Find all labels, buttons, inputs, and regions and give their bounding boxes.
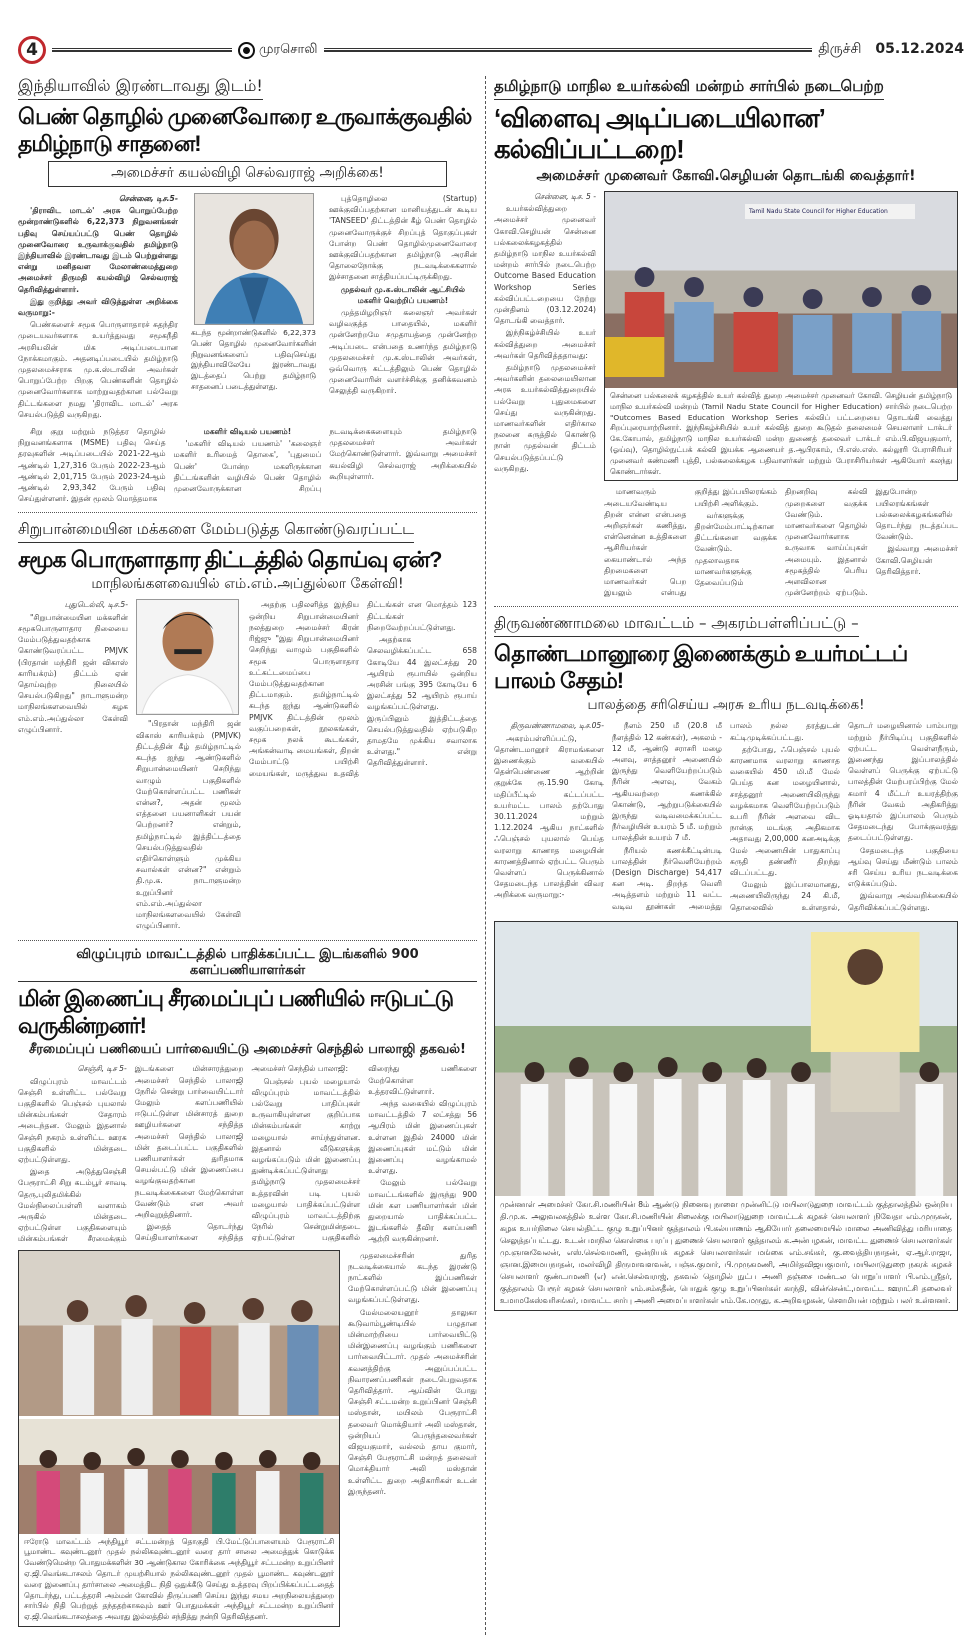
paragraph: "சிறுபான்மையின மக்களின் சமூகபொருளாதார நிலையை மேம்படுத்துவதற்காக கொண்டுவரப்பட்ட PMJVK (பிரதான் மந்திரி ஜன் விகாஸ் காரியக்ரம்) திட்டம் ஏன் தொய்வுற்ற நிலையில் செயல்படுகிறது" நாடாளுமன்ற மாநிலங்களவையில் கழக எம்.எம்.அப்துல்லா கேள்வி எழுப்பினார். xyxy=(18,612,128,734)
people-photo-icon xyxy=(19,1251,339,1416)
section-heading: முதல்வர் மு.க.ஸ்டாலின் ஆட்சியில் மகளிர் வெற்றிப் பயணம்! xyxy=(340,284,466,305)
kicker: தமிழ்நாடு மாநில உயர்கல்வி மன்றம் சார்பில் நடைபெற்ற xyxy=(494,77,884,100)
paragraph: மேலும் பல்வேறு மாவட்டங்களில் இருந்து 900 மின் கள பணியாளர்கள் மின் துறையால் பாதிக்கப்பட்ட இடங்களில் தீவிர களப்பணி ஆற்றி வருகின்றனர். xyxy=(368,1178,477,1244)
photo-caption: கடந்த மூன்றாண்டுகளில் 6,22,373 பெண் தொழில் முனைவோர்களின் நிறுவனங்களைப் பதிவுசெய்து இந்தியாவிலேயே இரண்டாவது இடத்தைப் பெற்று தமிழ்நாடு சாதனைப் படைத்துள்ளது. xyxy=(191,328,316,391)
subhead: மாநிலங்களவையில் எம்.எம்.அப்துல்லா கேள்வி! xyxy=(91,576,404,593)
article-body xyxy=(18,426,477,504)
paragraph: இந்நிகழ்ச்சியில் உயர் கல்வித்துறை அமைச்சர் அவர்கள் தெரிவித்ததாவது: xyxy=(494,328,596,360)
paragraph: இதைத் தொடர்ந்து செய்தியாளர்களை சந்தித்த அமைச்சர் செந்தில் பாலாஜி: xyxy=(134,1064,349,1243)
photo-caption: முன்னாள் அமைச்சர் கோ.சி.மணியின் 8ம் ஆண்டு நினைவு நாளை முன்னிட்டு மயிலாடுதுறை மாவட்டம் குத்தாலத்தில் ஒன்றிய தி.மு.க. அலுவலகத்தில் உள்ள கோ.சி.மணியின் சிலைக்கு மயிலாடுதுறை மாவட்டக் கழகச் செயலாளர் நிவேதா எம்.முருகன், கழக உயர்நிலை செயல்திட்ட குழு உறுப்பினர் குத்தாலம் பி.கல்யாணம் ஆகியோர் தலைமையில் மாலை அணிவித்து மரியாதை செலுத்தப்பட்டது. உடன் மாநில கொள்கை பரப்பு துணைச் செயலாளர் குத்தாலம் க.அன்பழகன், மாவட்ட துணைச் செயலாளர்கள் மு.ஞானவேலன், எஸ்.செல்வமணி, ஒன்றியக் கழகச் செயலாளர்கள் மங்கை எம்.சங்கர், கு.வைத்தியநாதன், ஏ.ஆர்.ராஜா, ஞான.இமையநாதன், மலர்விழி திருமாவளவன், பஞ்சு.குமார், பி.முருகமணி, அமிர்தவிஜயகுமார், மயிலாடுதுறை நகரக் கழகச் செயலாளர் குண்டாமணி (எ) என்.செல்வராஜ், தகவல் தொழில் நுட்ப அணி தஞ்சை மண்டல பொறுப்பாளர் பி.எம்.ஸ்ரீதர், குத்தாலம் பேரூர் கழகச் செயலாளர் எம்.சம்சுதீன், பொதுக் குழு உறுப்பினர்கள் காந்தி, வின்சென்ட்,மாவட்ட ஊராட்சி தலைவர் உமாமகேஸ்வரிசங்கர், மாவட்ட சார்பு அணி அமைப்பாளர்கள் எம்.கே.மருது, க.அறிவழகன், சௌமியன் மற்றும் பலர் உள்ளனர். xyxy=(500,1199,952,1305)
public-meeting-photo xyxy=(19,1251,339,1416)
people-photo-icon xyxy=(19,1419,339,1534)
header-rule xyxy=(324,48,813,52)
section-heading: மகளிர் விடியல் பயணம்! xyxy=(203,427,292,437)
people-photo-icon xyxy=(605,207,957,377)
person-photo-icon xyxy=(137,600,238,714)
headline: சமூக பொருளாதார திட்டத்தில் தொய்வு ஏன்? xyxy=(18,547,442,573)
article-body xyxy=(136,718,241,931)
subhead: சீரமைப்புப் பணியைப் பார்வையிட்டு அமைச்சர் செந்தில் பாலாஜி தகவல்! xyxy=(29,1042,466,1058)
subhead: அமைச்சர் முனைவர் கோவி.செழியன் தொடங்கி வைத்தார்! xyxy=(536,168,916,184)
paragraph: மேலும் இப்பாலமானது, அணையிலிருந்து 24 கி.மீ, தொலைவில் உள்ளதால், தொடர் மழையினால் பாம்பாறு மற்றும் நீர்பிடிப்பு பகுதிகளில் ஏற்பட்ட வெள்ளநீரும், இணைந்து இப்பாலத்தில் வெள்ளப் பெருக்கு ஏற்பட்டு பாலத்தின் மேற்பரப்பிற்கு மேல் சுமார் 4 மீட்டர் உயரத்திற்கு நீரின் வேகம் அதிகரித்து ஓடியதால் இப்பாலம் பெரும் சேதமடைந்து போக்குவரத்து தடைப்பட்டுள்ளது. xyxy=(730,721,958,912)
masthead-logo xyxy=(238,42,318,59)
article-body xyxy=(348,1250,477,1498)
paragraph: விழுப்புரம் மாவட்டம் செஞ்சி உள்ளிட்ட பல்வேறு பகுதிகளில் பெஞ்சல் புயலால் மின்கம்பங்கள் சேதாரம் அடைந்தன. மேலும் இதனால் செஞ்சி நகரம் உள்ளிட்ட ஊரக பகுதிகளில் மின்தடை ஏற்பட்டுள்ளது. xyxy=(18,1076,127,1164)
paragraph: சேதமடைந்த பகுதியை ஆய்வு செய்து மீண்டும் பாலம் சரி செய்ய உரிய நடவடிக்கை எடுக்கப்படும். xyxy=(848,845,958,889)
paragraph: மாணவரும் அடையவேண்டிய திறன் என்ன என்பதை அறிஞர்கள் கணித்து, என்னென்ன உத்திகளை ஆசிரியர்கள் கையாண்டால் அந்த திறமைகளை மாணவர்கள் பெற இயலும் என்பது குறித்து இப்பயிலரங்கம் பயிற்சி அளிக்கும். xyxy=(604,487,777,598)
paragraph: முதலமைச்சரின் துரித நடவடிக்கையால் கடந்த இரண்டு நாட்களில் இப்பணிகள் மேற்கொள்ளப்பட்டு மின் இணைப்பு வழங்கப்பட்டுள்ளது. xyxy=(348,1250,477,1305)
paragraph: இவ்வாறு அமைச்சர் கோவி.செழியன் தெரிவித்தார். xyxy=(875,544,958,576)
minister-portrait-photo xyxy=(194,193,314,325)
paragraph: அகரம்பள்ளிப்பட்டு, தொண்டமானூர் கிராமங்களை இணைக்கும் வகையில் தென்பெண்ணை ஆற்றின் குறுக்கே ரூ.15.90 கோடி மதிப்பீட்டில் கட்டப்பட்ட உயர்மட்ட பாலம் தற்போது 30.11.2024 மற்றும் 1.12.2024 ஆகிய நாட்களில் ஃபெஞ்சல் புயலால் பெய்த வரலாறு காணாத மழையின் காரணத்தினால் ஏற்பட்ட பெரும் வெள்ளப் பெருக்கினால் சேதமடைந்த பாலத்தின் விவர அறிக்கை வருமாறு:- xyxy=(494,733,604,900)
person-photo-icon xyxy=(195,194,313,324)
article-row xyxy=(18,1250,477,1627)
photo-caption: ஈரோடு மாவட்டம் அந்தியூர் சட்டமன்றத் தொகுதி பி.மேட்டுப்பாளையம் பேரூராட்சி பூமாண்ட கவுண்டனூர் முதல் நல்லிகவுண்டனூர் வரை தார் சாலை அமைத்துக் கொடுக்க வேண்டுமென்ற பொதுமக்களின் 30 ஆண்டுகால கோரிக்கை அந்தியூர் சட்டமன்ற உறுப்பினர் ஏ.ஜி.வெங்கடாசலம் தொடர் முயற்சியால் நல்லிகவுண்டனூர் முதல் பூமாண்ட கவுண்டனூர் வரை இணைப்பு தார்சாலை அமைத்திட நிதி ஒதுக்கீடு செய்து உத்தரவு பிறப்பிக்கப்பட்டதைத் தொடர்ந்து, பட்டத்தரசி அம்மன் கோவில் திருப்பணி செய்ய இந்து சமய அறநிலையத்துறை சார்பில் நிதி பெற்றுத் தந்ததற்காகவும் ஊர் பொதுமக்கள் அந்தியூர் சட்டமன்ற உறுப்பினர் ஏ.ஜி.வெங்கடாசலத்தை அவரது இல்லத்தில் சந்தித்து நன்றி தெரிவித்தனர். xyxy=(24,1536,334,1622)
paragraph: சிறு குறு மற்றும் நடுத்தர தொழில் நிறுவனங்களாக (MSME) பதிவு செய்த தரவுகளின் அடிப்படையில் 2021-22ஆம் ஆண்டில் 1,27,316 பேரும் 2022-23ஆம் ஆண்டில் 2,01,715 பேரும் 2023-24ஆம் ஆண்டில் 2,93,342 பேரும் பதிவு செய்துள்ளனர். இதன் மூலம் மொத்தமாக xyxy=(18,427,166,504)
paragraph: நீரியல் கணக்கீட்டின்படி பாலத்தின் நீர்வெளியேற்றம் (Design Discharge) 54,417 கன அடி. திறந்த வெளி அடித்தளம் மற்றும் 11 வட்ட வடிவ தூண்கள் அமைத்து பாலம் நல்ல தரத்துடன் கட்டிமுடிக்கப்பட்டது. xyxy=(612,721,840,911)
masthead xyxy=(0,0,972,70)
paragraph: இதை அடுத்துசெஞ்சி பேரூராட்சி சிறு கடம்பூர் சாவடி தெரு,புலிதமிக்கில் மேல்நிலைப்பள்ளி வளாகம் அருகில் மின்தடை ஏற்பட்டுள்ள பகுதிகளையும் மின்கம்பங்கள் சீரமைக்கும் இடங்களை மின்சாரத்துறை அமைச்சர் செந்தில் பாலாஜி நேரில் சென்று பார்வையிட்டார் மேலும் களப்பணியில் ஈடுபட்டுள்ள மின்சாரத் துறை ஊழியர்களை சந்தித்த அமைச்சர் செந்தில் பாலாஜி மின் தடைப்பட்ட பகுதிகளில் பணியாளர்கள் துரிதமாக செயல்பட்டு மின் இணைப்பை வழங்குவதற்கான நடவடிக்கைகளை மேற்கொள்ள வேண்டும் என அவர் அறிவுறுத்தினார். xyxy=(18,1064,244,1244)
edition-date xyxy=(818,41,964,59)
article-education-workshop xyxy=(494,76,958,598)
edition: திருச்சி xyxy=(818,41,862,57)
paragraph: தமிழ்நாடு முதலமைச்சர் அவர்களின் தலைமையிலான அரசு உயர்கல்வித்துறையில் பல்வேறு புதுமைகளை செய்து வருகின்றது. மாணவர்களின் எதிர்கால நலனை கருத்தில் கொண்டு நான் முதல்வன் திட்டம் செயல்படுத்தப்பட்டு வருகிறது. xyxy=(494,363,596,473)
paragraph: பெண்களைச் சமூக பொருளாதாரச் சுதந்திர முடையவர்களாக உயர்த்துவது சமூகநீதி அரசியலின் மிக அடிப்படையான நோக்கமாகும். அதனடிப்படையில் தமிழ்நாடு முதலமைச்சராக மு.க.ஸ்டாலின் அவர்கள் பொறுப்பேற்ற பிறகு பெண்களின் தொழில் முனைவோர்களாக மாற்றுவதற்கான பல்வேறு திட்டங்களை நமது 'திராவிட மாடல்' அரசு செயல்படுத்தி வருகிறது. xyxy=(18,320,178,419)
photo-and-text xyxy=(604,191,958,598)
paragraph: வர்களுக்கு திறன்மேம்பாட்டிற்கான திட்டங்களை வகுக்க வேண்டும். முதலாவதாக மாணவர்களுக்கு தேவைப்படும் திறனறிவு கல்வி முறைகளை வகுக்க வேண்டும். மாணவர்களை தொழில் முனைவோர்களாக உருவாக வாய்ப்புகள் அமையும். இதனால் சமூகத்தில் பெரிய அளவிலான முன்னேற்றம் ஏற்படும். இதுபோன்ற பயிலரங்கங்கள் பல்கலைக்கழகங்களில் தொடர்ந்து நடத்தப்பட வேண்டும். xyxy=(694,487,958,598)
workshop-event-photo xyxy=(605,192,957,388)
article-top-row xyxy=(18,193,477,421)
article-body xyxy=(494,191,596,475)
left-column xyxy=(18,76,486,1635)
headline: தொண்டமானூரை இணைக்கும் உயர்மட்டப் பாலம் சேதம்! xyxy=(494,641,908,694)
header-rule xyxy=(52,48,232,52)
paragraph: அதற்கு பதிலளித்த இந்திய ஒன்றிய சிறுபான்மையினர் நலத்துறை அமைச்சர் கிரன் ரிஜ்ஜு "இது சிறுபான்மையினர் செறிந்து வாழும் பகுதிகளில் சமூக பொருளாதார உட்கட்டமைப்பை மேம்படுத்துவதற்கான திட்டமாகும். தமிழ்நாட்டில் கடந்த ஐந்து ஆண்டுகளில் PMJVK திட்டத்தின் மூலம் வகுப்பறைகள், நூலகங்கள், சமூக நலக் கூடங்கள், அங்கன்வாடி மையங்கள், திறன் மேம்பாட்டு பயிற்சி மையங்கள், மருத்துவ உதவித் திட்டங்கள் என மொத்தம் 123 திட்டங்கள் நிறைவேற்றப்பட்டுள்ளது. xyxy=(249,600,477,778)
article-body xyxy=(249,599,477,778)
kicker: சிறுபான்மையின மக்களை மேம்படுத்த கொண்டுவரப்பட்ட xyxy=(18,520,414,543)
dateline: சென்னை, டிச. 5 - xyxy=(534,192,596,201)
headline: மின் இணைப்பு சீரமைப்புப் பணியில் ஈடுபட்டு வருகின்றனர்! xyxy=(18,986,454,1039)
right-column xyxy=(486,76,958,1635)
photo-caption: சென்னை பல்கலைக் கழகத்தில் உயர் கல்வித் துறை அமைச்சர் முனைவர் கோவி. செழியன் தமிழ்நாடு மாநில உயர்கல்வி மன்றம் (Tamil Nadu State Council for Higher Education) சார்பில் நடைபெற்ற "Outcomes Based Education Workshop Series கல்விப் பட்டறையை தொடங்கி வைத்து சிறப்புரையாற்றினார். இந்நிகழ்ச்சியில் உயர் கல்வித் துறை கூடுதல் தலைமைச் செயலாளர் டாக்டர் கே.கோபால், தமிழ்நாடு மாநில உயர்கல்வி மன்ற துணைத் தலைவர் டாக்டர் எம்.பி.விஜயகுமார், (ஓய்வு), தொழில்நுட்பக் கல்வி இயக்க ஆணையர் த.ஆபிரகாம், பி.எஸ்.எஸ். கல்லூரி பேராசிரியர் முனைவர் கண்மணி புத்தி, பல்கலைக்கழக பதிவாளர்கள் மற்றும் பேராசிரியர்கள் ஆகியோர் கலந்து கொண்டார்கள். xyxy=(610,391,952,476)
kicker: விழுப்புரம் மாவட்டத்தில் பாதிக்கப்பட்ட இடங்களில் 900 களப்பணியாளர்கள் xyxy=(18,947,477,982)
article-body xyxy=(18,599,128,735)
article-body xyxy=(18,193,178,421)
dateline: சென்னை, டிச.5- xyxy=(118,194,178,203)
photo-box xyxy=(494,921,958,1311)
photo-block xyxy=(136,599,241,932)
paper-name: முரசொலி xyxy=(259,42,318,57)
paragraph: அந்த வகையில் விழுப்புரம் மாவட்டத்தில் 7 லட்சத்து 56 ஆயிரம் மின் இணைப்புகள் உள்ளன இதில் 24000 மின் இணைப்புகள் மட்டும் மின் இணைப்பு வழங்காமல் உள்ளது. xyxy=(368,1098,477,1176)
memorial-event-photo xyxy=(495,922,957,1196)
lead: 'திராவிட மாடல்' அரசு பொறுப்பேற்ற மூன்றாண்டுகளில் 6,22,373 நிறுவனங்கள் பதிவு செய்யப்பட்டு பெண் தொழில் முனைவோரை உருவாக்குவதில் தமிழ்நாடு இந்தியாவில் இரண்டாவது இடம் பெற்றுள்ளது என்று மனிதவள மேலாண்மைத்துறை அமைச்சர் திருமதி கயல்விழி செல்வராஜ் தெரிவித்துள்ளார். xyxy=(18,206,178,294)
article-power-restoration xyxy=(18,940,477,1627)
photo-box xyxy=(18,1250,340,1627)
paragraph: முத்தமிழறிஞர் கலைஞர் அவர்கள் வழிவகுத்த பாதையில், மகளிர் முன்னேற்றமே சமுதாயத்தை முன்னேற்ற அடிப்படை என்பதை உணர்ந்த தமிழ்நாடு முதலமைச்சர் மு.க.ஸ்டாலின் அவர்கள், ஒவ்வொரு கட்டத்திலும் பெண் தொழில் முனைவோரின் வளர்ச்சிக்கு தனிக்கவனம் செலுத்தி வருகிறார். xyxy=(329,308,477,396)
page-number: 4 xyxy=(18,36,46,64)
article-body xyxy=(329,193,477,398)
drum-logo-icon xyxy=(238,42,255,59)
event-banner: Tamil Nadu State Council for Higher Education xyxy=(745,204,915,219)
dateline: திருவண்ணாமலை, டிச.05- xyxy=(510,721,604,731)
article-body xyxy=(494,720,958,912)
kicker: இந்தியாவில் இரண்டாவது இடம்! xyxy=(18,76,263,100)
article-body xyxy=(18,1063,477,1244)
article-row xyxy=(18,599,477,932)
paragraph: அதற்காக செலவழிக்கப்பட்ட 658 கோடியே 44 இலட்சத்து 20 ஆயிரம் ரூபாயில் ஒன்றிய அரசின் பங்கு 395 கோடியே 6 இலட்சத்து 52 ஆயிரம் ரூபாய் வழங்கப்பட்டுள்ளது. இருப்பினும் இத்திட்டத்தை செயல்படுத்துவதில் ஏற்படுகிற தாமதமே முக்கிய சவாலாக உள்ளது." என்று தெரிவித்துள்ளார். xyxy=(367,635,477,768)
paragraph: உயர்கல்வித்துறை அமைச்சர் முனைவர் கோவி.செழியன் சென்னை பல்கலைக்கழகத்தில் தமிழ்நாடு மாநில உயர்கல்வி மன்றம் சார்பில் நடைபெற்ற Outcome Based Education Workshop Series கல்விப்பட்டறையை நேற்று முன்தினம் (03.12.2024) தொடங்கி வைத்தார். xyxy=(494,204,596,326)
subhead: பாலத்தை சரிசெய்ய அரசு உரிய நடவடிக்கை! xyxy=(587,697,865,714)
subhead: அமைச்சர் கயல்விழி செல்வராஜ் அறிக்கை! xyxy=(48,161,447,187)
paragraph: இவ்வாறு அவ்வறிக்கையில் தெரிவிக்கப்பட்டுள்ளது. xyxy=(848,891,958,912)
mp-portrait-photo xyxy=(136,599,239,715)
people-photo-icon xyxy=(495,922,957,1196)
article-minority-scheme xyxy=(18,512,477,932)
paragraph: புத்தொழிலை (Startup) ஊக்குவிப்பதற்கான மானியத்துடன் கூடிய 'TANSEED' திட்டத்தின் கீழ் பெண் தொழில் முனைவோருக்குச் சிறப்புத் தொகுப்புகள் போன்ற பெண் தொழில்முனைவோரை ஊக்குவிப்பதற்கான தமிழ்நாடு அரசின் தொலைநோக்கு நடவடிக்கைகளால் இச்சாதனை சாத்தியப்பட்டிருக்கிறது. xyxy=(329,194,477,282)
group-photo xyxy=(19,1419,339,1534)
paragraph: நீளம் 250 மீ (20.8 மீ நீளத்தில் 12 கண்கள்), அகலம் - 12 மீ, ஆண்டு சராசரி மழை அளவு, சாத்தனூர் அணையில் இருந்து வெளியேற்றப்படும் நீரின் அளவு, வேகம் ஆகியவற்றை கணக்கில் கொண்டு, ஆற்றுபடுக்கையில் இருந்து வடிவமைக்கப்பட்ட நீர்வழியின் உயரம் 5 மீ. மற்றும் பாலத்தின் உயரம் 7 மீ. xyxy=(612,721,722,843)
issue-date: 05.12.2024 xyxy=(875,41,964,57)
paragraph: பெஞ்சல் புயல் மழையால் விழுப்புரம் மாவட்டத்தில் பல்வேறு பாதிப்புகள் உருவாகியுள்ளன குறிப்பாக மின்கம்பங்கள் காற்று மழையால் சாய்ந்துள்ளன. இதனால் வீடுகளுக்கு வழங்கப்படும் மின் இணைப்பு துண்டிக்கப்பட்டுள்ளது தமிழ்நாடு முதலமைச்சர் உத்தரவின் படி புயல் மழையால் பாதிக்கப்பட்டுள்ள விழுப்புரம் மாவட்டத்திற்கு நேரில் சென்றுமின்தடை ஏற்பட்டுள்ள பகுதிகளில் விரைந்து பணிகளை மேற்கொள்ள உத்தரவிட்டுள்ளார். xyxy=(251,1064,477,1243)
photo-box xyxy=(604,191,958,481)
headline: ‘விளைவு அடிப்படையிலான’ கல்விப்பட்டறை! xyxy=(494,103,825,164)
article-row xyxy=(494,191,958,598)
kicker: திருவண்ணாமலை மாவட்டம் – அகரம்பள்ளிப்பட்டு – xyxy=(494,614,859,637)
page-grid xyxy=(0,70,972,1645)
paragraph: மேல்மலையனூர் தாலுகா கூடுவாம்பூண்டியில் பழுதான மின்மாற்றியை பார்வையிட்டு மின்இணைப்பு வழங்கும் பணிகளை பார்வையிட்டார். முதல் அமைச்சரின் கவனத்திற்கு அனுப்பப்பட்ட நிவாரணப்பணிகள் நடைபெறுவதாக தெரிவித்தார். ஆய்வின் போது செஞ்சி சட்டமன்ற உறுப்பினர் செஞ்சி மஸ்தான், மயிலம் பேரூராட்சி தலைவர் மொக்தியார் அலி மஸ்தான், ஒன்றியப் பெருந்தலைவர்கள் விஜயகுமார், வல்லம் தாய குமார், செஞ்சி பேரூராட்சி மன்றத் தலைவர் மொக்தியார் அலி மஸ்தான் உள்ளிட்ட துறை அதிகாரிகள் உடன் இருந்தனர். xyxy=(348,1307,477,1496)
article-women-entrepreneurs xyxy=(18,76,477,504)
article-bridge-damage xyxy=(494,606,958,912)
paragraph: தற்போது, ஃபெஞ்சல் புயல் காரணமாக வரலாறு காணாத வகையில் 450 மி.மீ மேல் பெய்த கன மழையினால், சாத்தனூர் அணையிலிருந்து வழக்கமாக வெளியேற்றப்படும் உபரி நீரின் அளவை விட நான்கு மடங்கு அதிகமாக அதாவது 2,00,000 கனஅடிக்கு மேல் அணையின் பாதுகாப்பு கருதி தண்ணீர் திறந்து விடப்பட்டது. xyxy=(730,744,840,878)
lead: இது குறித்து அவர் விடுத்துள்ள அறிக்கை வருமாறு:- xyxy=(18,296,178,318)
paragraph: "பிரதான் மந்திரி ஜன் விகாஸ் காரியக்ரம் (PMJVK) திட்டத்தின் கீழ் தமிழ்நாட்டில் கடந்த ஐந்து ஆண்டுகளில் சிறுபான்மையினர் செறிந்து வாழும் பகுதிகளில் மேற்கொள்ளப்பட்ட பணிகள் என்ன?, அதன் மூலம் எத்தனை பயனாளிகள் பயன் பெற்றனர்? என்றும், தமிழ்நாட்டில் இத்திட்டத்தை செயல்படுத்துவதில் எதிர்கொள்ளும் முக்கிய சவால்கள் என்ன?" என்றும் தி.மு.க. நாடாளுமன்ற உறுப்பினர் எம்.எம்.அப்துல்லா மாநிலங்களவையில் கேள்வி எழுப்பினார். xyxy=(136,719,241,931)
photo-block xyxy=(186,193,321,396)
paragraph: 'மகளிர் விடியல் பயணம்' 'கலைஞர் மகளிர் உரிமைத் தொகை', 'புதுமைப் பெண்' போன்ற மகளிருக்கான திட்டங்களின் வழியில் பெண் தொழில் முனைவோருக்கான சிறப்பு நடவடிக்கைகளையும் தமிழ்நாடு முதலமைச்சர் அவர்கள் மேற்கொண்டுள்ளார். இவ்வாறு அமைச்சர் கயல்விழி செல்வராஜ் அறிக்கையில் கூறியுள்ளார். xyxy=(173,427,477,494)
dateline: செஞ்சி, டிச 5- xyxy=(77,1064,127,1074)
headline: பெண் தொழில் முனைவோரை உருவாக்குவதில் தமிழ்நாடு சாதனை! xyxy=(18,104,472,156)
dateline: புதுடெல்லி, டிச.5- xyxy=(64,600,128,610)
article-body xyxy=(604,486,958,598)
